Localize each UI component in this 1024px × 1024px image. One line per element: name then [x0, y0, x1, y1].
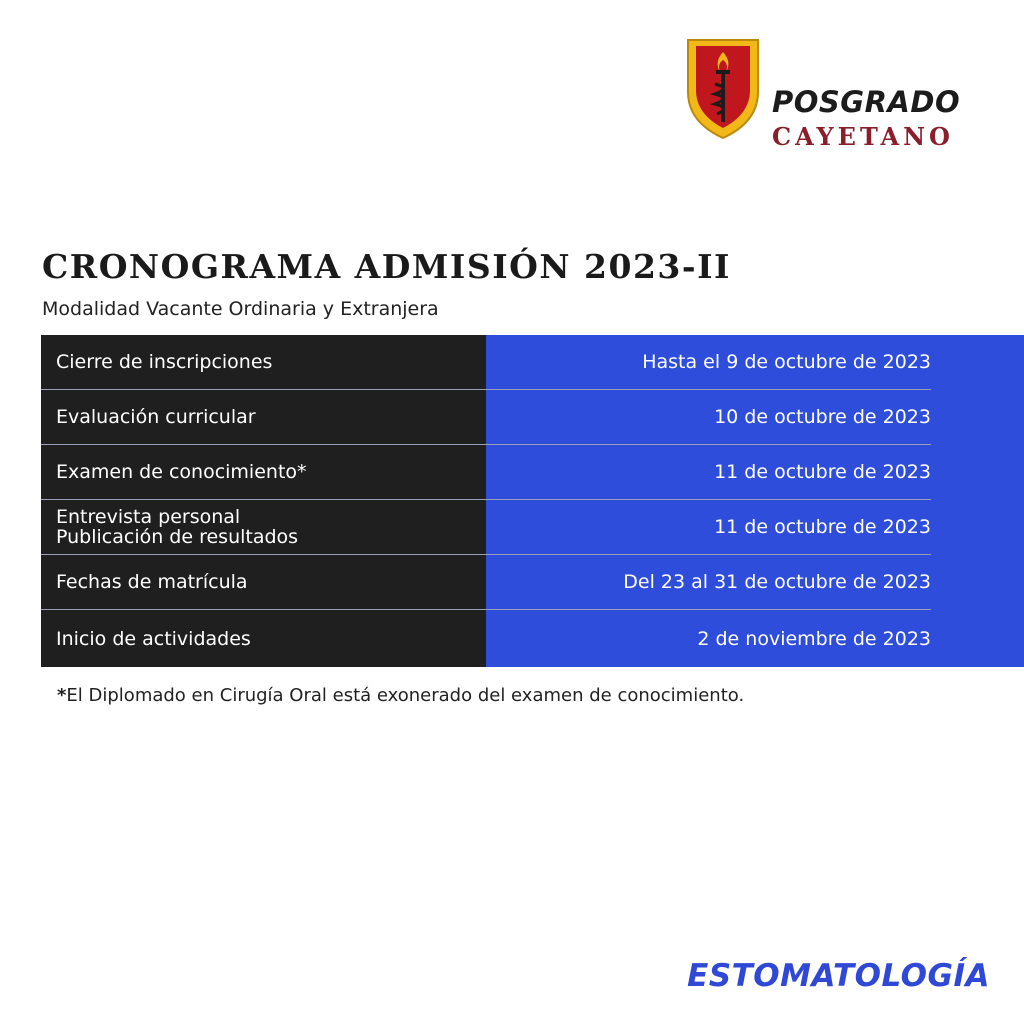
schedule-activity-line: Evaluación curricular — [56, 406, 256, 428]
brand-name: POSGRADO — [772, 85, 961, 119]
schedule-row — [41, 500, 931, 555]
schedule-date: Del 23 al 31 de octubre de 2023 — [623, 571, 931, 593]
schedule-activity-line: Examen de conocimiento* — [56, 461, 307, 483]
schedule-activity-line: Entrevista personal — [56, 506, 241, 528]
schedule-activity — [41, 390, 486, 444]
schedule-activity — [41, 610, 486, 667]
schedule-table — [41, 335, 931, 667]
schedule-row — [41, 390, 931, 445]
footnote — [57, 685, 744, 706]
schedule-date: 10 de octubre de 2023 — [714, 406, 931, 428]
page-title: CRONOGRAMA ADMISIÓN 2023-II — [42, 247, 731, 286]
logo — [684, 36, 994, 151]
schedule-activity — [41, 555, 486, 609]
schedule-activity — [41, 500, 486, 554]
schedule-date: 11 de octubre de 2023 — [714, 516, 931, 538]
schedule-activity-line: Fechas de matrícula — [56, 571, 248, 593]
schedule-row — [41, 335, 931, 390]
shield-emblem-icon — [684, 36, 762, 140]
schedule-row — [41, 555, 931, 610]
schedule-row — [41, 445, 931, 500]
footnote-text: El Diplomado en Cirugía Oral está exonerado del examen de conocimiento. — [66, 685, 745, 706]
schedule-activity — [41, 445, 486, 499]
program-name: ESTOMATOLOGÍA — [687, 958, 990, 994]
schedule-activity-line: Publicación de resultados — [56, 526, 299, 548]
page-subtitle: Modalidad Vacante Ordinaria y Extranjera — [42, 298, 439, 320]
schedule-row — [41, 610, 931, 667]
footnote-marker: * — [57, 685, 67, 706]
schedule-activity — [41, 335, 486, 389]
brand-subname: CAYETANO — [772, 122, 954, 151]
schedule-activity-line: Inicio de actividades — [56, 627, 251, 650]
schedule-date: Hasta el 9 de octubre de 2023 — [642, 351, 931, 373]
schedule-date: 11 de octubre de 2023 — [714, 461, 931, 483]
schedule-activity-line: Cierre de inscripciones — [56, 351, 273, 373]
schedule-date: 2 de noviembre de 2023 — [697, 627, 931, 650]
